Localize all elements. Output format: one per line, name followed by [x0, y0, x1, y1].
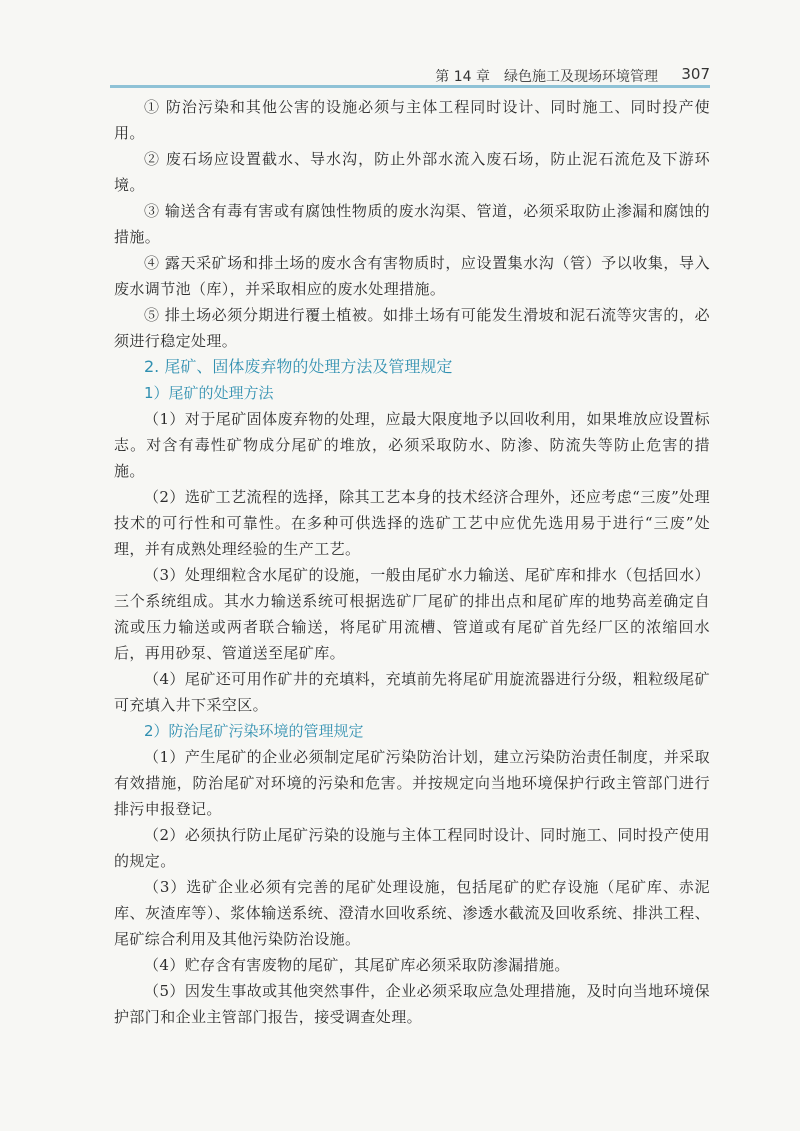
paragraph: （3）处理细粒含水尾矿的设施，一般由尾矿水力输送、尾矿库和排水（包括回水）三个系统组成。其水力输送系统可根据选矿厂尾矿的排出点和尾矿库的地势高差确定自流或压力输送或两者联合输送，将尾矿用流槽、管道或有尾矿首先经厂区的浓缩回水后，再用砂泵、管道送至尾矿库。	[114, 566, 710, 662]
section-heading: 2. 尾矿、固体废弃物的处理方法及管理规定	[144, 357, 453, 376]
paragraph: ① 防治污染和其他公害的设施必须与主体工程同时设计、同时施工、同时投产使用。	[114, 98, 710, 142]
paragraph: （2）选矿工艺流程的选择，除其工艺本身的技术经济合理外，还应考虑“三废”处理技术的可行性和可靠性。在多种可供选择的选矿工艺中应优先选用易于进行“三废”处理，并有成熟处理经验的生产工艺。	[114, 488, 710, 558]
paragraph: （2）必须执行防止尾矿污染的设施与主体工程同时设计、同时施工、同时投产使用的规定。	[114, 826, 710, 870]
paragraph: （1）对于尾矿固体废弃物的处理，应最大限度地予以回收利用，如果堆放应设置标志。对含有毒性矿物成分尾矿的堆放，必须采取防水、防渗、防流失等防止危害的措施。	[114, 410, 710, 480]
header-rule	[110, 85, 710, 88]
paragraph: ④ 露天采矿场和排土场的废水含有害物质时，应设置集水沟（管）予以收集，导入废水调节池（库），并采取相应的废水处理措施。	[114, 254, 710, 298]
paragraph: （3）选矿企业必须有完善的尾矿处理设施，包括尾矿的贮存设施（尾矿库、赤泥库、灰渣库等）、浆体输送系统、澄清水回收系统、渗透水截流及回收系统、排洪工程、尾矿综合利用及其他污染防治设施。	[114, 878, 710, 948]
paragraph: （1）产生尾矿的企业必须制定尾矿污染防治计划，建立污染防治责任制度，并采取有效措施，防治尾矿对环境的污染和危害。并按规定向当地环境保护行政主管部门进行排污申报登记。	[114, 748, 710, 818]
paragraph: ② 废石场应设置截水、导水沟，防止外部水流入废石场，防止泥石流危及下游环境。	[114, 150, 710, 194]
paragraph: ⑤ 排土场必须分期进行覆土植被。如排土场有可能发生滑坡和泥石流等灾害的，必须进行稳定处理。	[114, 306, 710, 350]
page-number: 307	[681, 65, 710, 83]
paragraph: ③ 输送含有毒有害或有腐蚀性物质的废水沟渠、管道，必须采取防止渗漏和腐蚀的措施。	[114, 202, 710, 246]
chapter-title: 第 14 章 绿色施工及现场环境管理	[435, 69, 658, 85]
subsection-heading: 2）防治尾矿污染环境的管理规定	[144, 722, 364, 740]
page-body	[114, 94, 710, 1030]
paragraph: （4）尾矿还可用作矿井的充填料，充填前先将尾矿用旋流器进行分级，粗粒级尾矿可充填入井下采空区。	[114, 670, 710, 714]
paragraph: （4）贮存含有害废物的尾矿，其尾矿库必须采取防渗漏措施。	[144, 956, 570, 974]
page-header	[110, 58, 710, 88]
subsection-heading: 1）尾矿的处理方法	[144, 384, 274, 402]
paragraph: （5）因发生事故或其他突然事件，企业必须采取应急处理措施，及时向当地环境保护部门和企业主管部门报告，接受调查处理。	[114, 982, 710, 1026]
